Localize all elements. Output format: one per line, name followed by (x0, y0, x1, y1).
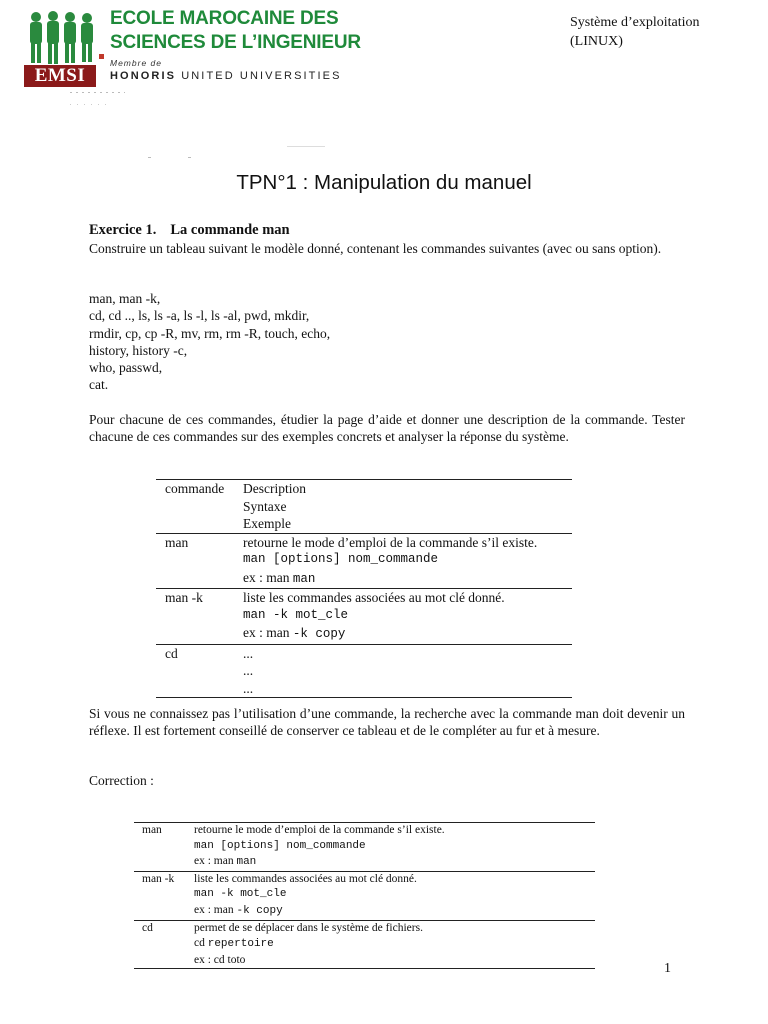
command-list (89, 290, 685, 394)
correction-label: Correction : (89, 773, 154, 788)
row-syntax: man [options] nom_commande (243, 552, 439, 566)
scan-artifact (70, 92, 125, 93)
exercise-name: La commande man (170, 222, 290, 238)
row-command: man (165, 534, 189, 550)
course-header (570, 13, 699, 51)
command-list-line: cd, cd .., ls, ls -a, ls -l, ls -al, pwd, mkdir, (89, 308, 310, 324)
row-command: man (142, 824, 162, 836)
instructions-paragraph: Pour chacune de ces commandes, étudier la page d’aide et donner une description de la commande. Tester chacune de ces commandes sur des exemples concrets et analyser la réponse du système. (89, 412, 685, 445)
row-description: permet de se déplacer dans le système de fichiers. (194, 921, 423, 934)
table-header-row (156, 480, 572, 534)
row-syntax: ... (243, 663, 254, 678)
logo-accent (99, 54, 104, 59)
row-details (234, 533, 572, 589)
advice-paragraph: Si vous ne connaissez pas l’utilisation d’une commande, la recherche avec la commande man doit devenir un réflexe. Il est fortement conseillé de conserver ce tableau et de le compléter au fur et à mesure. (89, 706, 685, 739)
table-row (134, 920, 595, 969)
exercise-heading (89, 222, 685, 239)
row-example: ex : man man (194, 855, 257, 869)
model-table (156, 479, 572, 698)
row-command: cd (142, 921, 153, 934)
table-row (156, 533, 572, 589)
command-list-line: rmdir, cp, cp -R, mv, rm, rm -R, touch, echo, (89, 325, 331, 341)
row-description: ... (243, 645, 254, 661)
row-details (234, 589, 572, 645)
row-command: cd (165, 645, 178, 661)
row-syntax: man -k mot_cle (243, 607, 349, 622)
table-header-details (234, 480, 572, 534)
row-syntax: cd repertoire (194, 937, 274, 951)
row-description: retourne le mode d’emploi de la commande s’il existe. (243, 534, 538, 550)
row-example: ex : cd toto (194, 953, 246, 966)
command-list-line: who, passwd, (89, 360, 163, 376)
people-figures-icon (26, 10, 102, 66)
header-syntaxe: Syntaxe (243, 498, 287, 514)
header-description: Description (243, 481, 306, 496)
scan-artifact (70, 104, 110, 105)
table-row (156, 589, 572, 645)
row-command: man -k (165, 590, 203, 605)
row-command: man -k (142, 872, 175, 885)
command-list-line: man, man -k, (89, 291, 161, 306)
row-details (234, 644, 572, 698)
row-description: liste les commandes associées au mot clé donné. (194, 872, 417, 885)
row-details (186, 871, 595, 920)
honoris-label: HONORIS UNITED UNIVERSITIES (110, 70, 342, 82)
row-syntax: man -k mot_cle (194, 888, 287, 901)
row-description: retourne le mode d’emploi de la commande s’il existe. (194, 824, 445, 836)
row-example: ... (243, 680, 254, 696)
header-exemple: Exemple (243, 516, 291, 531)
table-header-commande: commande (165, 481, 225, 496)
row-syntax: man [options] nom_commande (194, 839, 366, 852)
emsi-badge: EMSI (24, 65, 96, 87)
school-name-line1: ECOLE MAROCAINE DES (110, 8, 339, 29)
row-example: ex : man man (243, 569, 316, 586)
row-details (186, 823, 595, 872)
exercise-intro: Construire un tableau suivant le modèle donné, contenant les commandes suivantes (avec ou sans option). (89, 241, 662, 256)
row-description: liste les commandes associées au mot clé donné. (243, 590, 505, 605)
row-example: ex : man -k copy (194, 903, 283, 917)
table-row (134, 823, 595, 872)
table-row (156, 644, 572, 698)
correction-table (134, 822, 595, 969)
scan-artifact (287, 146, 325, 147)
membre-de-label: Membre de (110, 58, 162, 68)
command-list-line: cat. (89, 377, 109, 393)
row-example: ex : man -k copy (243, 625, 346, 641)
exercise-number: Exercice 1. (89, 222, 157, 238)
course-subtitle: (LINUX) (570, 34, 623, 49)
table-row (134, 871, 595, 920)
course-name: Système d’exploitation (570, 15, 700, 30)
page-title: TPN°1 : Manipulation du manuel (236, 171, 532, 194)
command-list-line: history, history -c, (89, 342, 188, 358)
scan-artifact (148, 157, 194, 158)
row-details (186, 920, 595, 969)
school-name-line2: SCIENCES DE L’INGENIEUR (110, 32, 361, 53)
page-number: 1 (664, 961, 671, 976)
school-logo (22, 6, 361, 86)
